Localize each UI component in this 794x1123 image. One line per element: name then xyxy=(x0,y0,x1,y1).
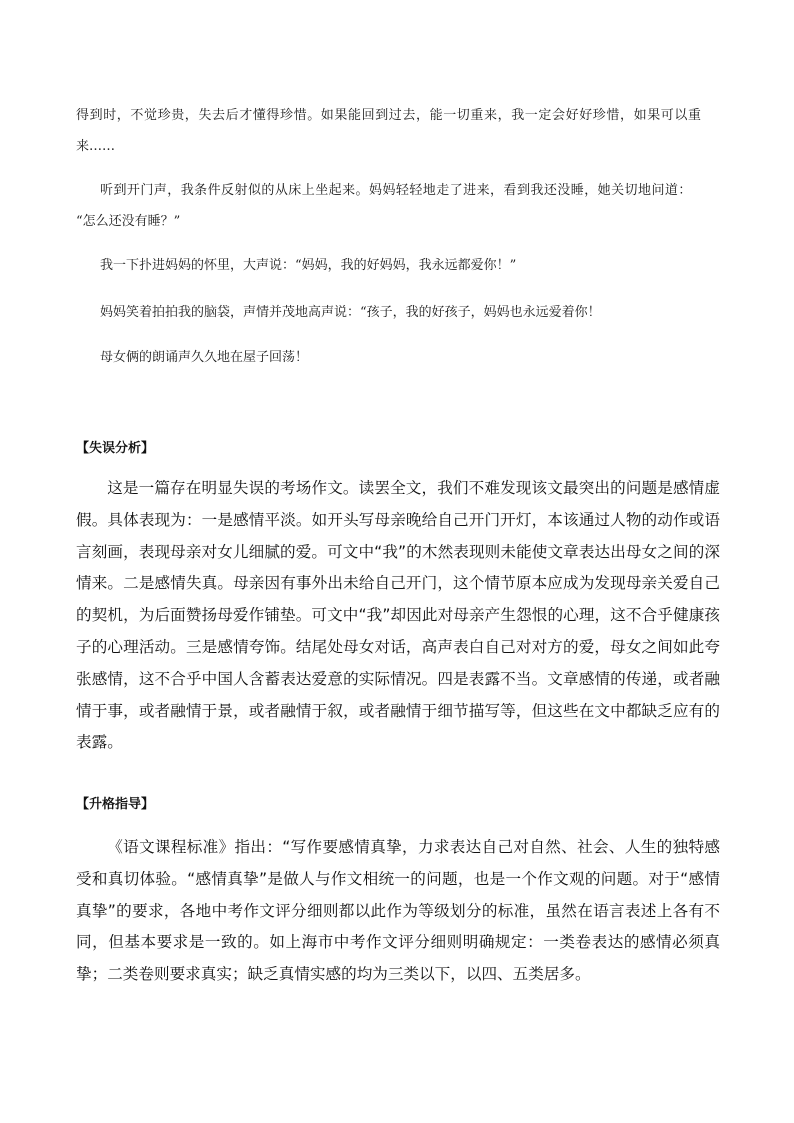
essay-line: “怎么还没有睡？” xyxy=(76,214,181,229)
section-heading-upgrade-guidance: 【升格指导】 xyxy=(76,797,155,812)
upgrade-guidance-paragraph: 《语文课程标准》指出：“写作要感情真挚，力求表达自己对自然、社会、人生的独特感受和真切体验。“感情真挚”是做人与作文相统一的问题，也是一个作文观的问题。对于“感情真挚”的要求，各地中考作文评分细则都以此作为等级划分的标准，虽然在语言表述上各有不同，但基本要求是一致的。如上海市中考作文评分细则明确规定：一类卷表达的感情必须真挚；二类卷则要求真实；缺乏真情实感的均为三类以下，以四、五类居多。 xyxy=(76,838,720,984)
essay-line: 来…… xyxy=(76,139,116,154)
section-heading-error-analysis: 【失误分析】 xyxy=(76,441,155,456)
essay-line: 母女俩的朗诵声久久地在屋子回荡！ xyxy=(100,350,309,365)
essay-line: 妈妈笑着拍拍我的脑袋，声情并茂地高声说：“孩子，我的好孩子，妈妈也永远爱着你！ xyxy=(100,305,601,320)
essay-excerpt xyxy=(0,0,794,380)
essay-line: 听到开门声，我条件反射似的从床上坐起来。妈妈轻轻地走了进来，看到我还没睡，她关切地问道： xyxy=(100,183,692,198)
essay-line: 我一下扑进妈妈的怀里，大声说：“妈妈，我的好妈妈，我永远都爱你！” xyxy=(100,258,517,273)
essay-line: 得到时，不觉珍贵，失去后才懂得珍惜。如果能回到过去，能一切重来，我一定会好好珍惜，如果可以重 xyxy=(76,108,702,123)
error-analysis-paragraph: 这是一篇存在明显失误的考场作文。读罢全文，我们不难发现该文最突出的问题是感情虚假。具体表现为：一是感情平淡。如开头写母亲晚给自己开门开灯，本该通过人物的动作或语言刻画，表现母亲对女儿细腻的爱。可文中“我”的木然表现则未能使文章表达出母女之间的深情来。二是感情失真。母亲因有事外出未给自己开门，这个情节原本应成为发现母亲关爱自己的契机，为后面赞扬母爱作铺垫。可文中“我”却因此对母亲产生怨恨的心理，这不合乎健康孩子的心理活动。三是感情夸饰。结尾处母女对话，高声表白自己对对方的爱，母女之间如此夸张感情，这不合乎中国人含蓄表达爱意的实际情况。四是表露不当。文章感情的传递，或者融情于事，或者融情于景，或者融情于叙，或者融情于细节描写等，但这些在文中都缺乏应有的表露。 xyxy=(76,479,720,752)
